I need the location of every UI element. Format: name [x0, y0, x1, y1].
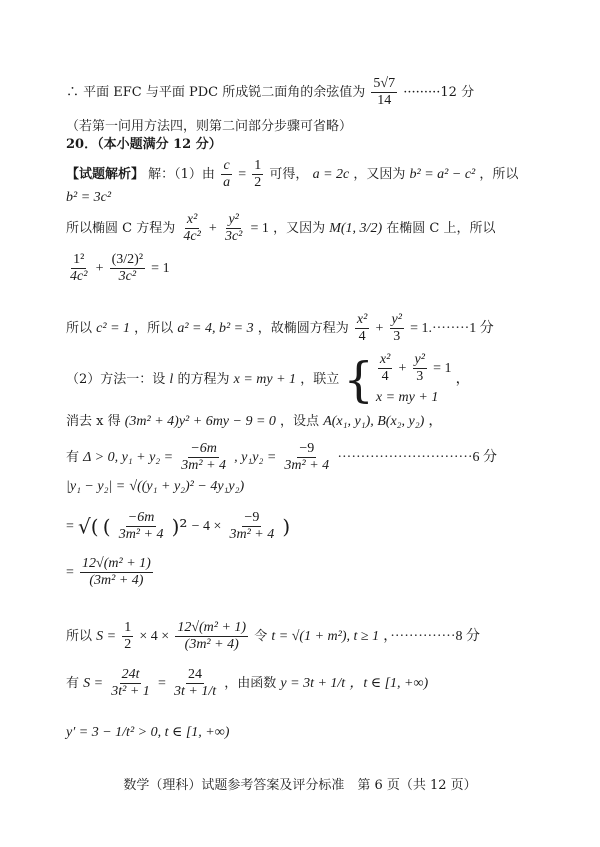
sub-func: y = 3t + 1/t	[280, 676, 346, 691]
ratio-num: c	[223, 158, 230, 173]
substitution-line: $\frac{\text{1²}}{\text{4c²}}$ + $\frac{\text{(3/2)²}}{\text{3c²}}$ = 1	[70, 252, 170, 284]
vieta-den: 3m² + 4	[181, 458, 227, 473]
part1-since: ，又因为	[353, 167, 406, 182]
method-line-eq: x = my + 1	[233, 372, 297, 387]
half-num-2: 1	[124, 620, 132, 635]
result-line: 所以 c² = 1 ，所以 a² = 4, b² = 3 ，故椭圆方程为 $\frac{\text{x²}}{4}$ + $\frac{\text{y²}}{3}$ = 1.········1 分	[66, 312, 494, 344]
vieta-line: 有 Δ > 0, y₁ + y₂ = $\frac{-6m}{\text{3m² + 4}}$ , y₁y₂ = $\frac{-9}{\text{3m² + 4}}$ ·····························6 分	[66, 441, 498, 473]
method-mid: 的方程为	[177, 372, 230, 387]
part1-line: 【试题解析】 解：（1）由 $\frac{c}{a}$ = $\frac{1}{2}$ 可得， a = 2c ，又因为 b² = a² − c² ，所以	[66, 158, 519, 190]
point-tail: 在椭圆 C 上，所以	[386, 221, 496, 236]
sub-num2: 24	[188, 667, 203, 682]
cosine-fraction	[371, 76, 397, 109]
part1-intro: 解：（1）由	[148, 167, 215, 182]
area-intro: 所以	[66, 629, 93, 644]
sub-s: S =	[83, 676, 104, 691]
elimination-line: 消去 x 得 (3m² + 4)y² + 6my − 9 = 0 ，设点 A(x₁, y₁), B(x₂, y₂) ，	[66, 414, 443, 429]
ratio-fraction	[221, 158, 232, 191]
area-score: ，··············8 分	[383, 629, 480, 644]
expr-a-2c: a = 2c	[312, 167, 350, 182]
step2-eq: =	[66, 519, 74, 534]
sub-intro: 有	[66, 676, 80, 691]
method-note: （若第一问用方法四，则第二问部分步骤可省略）	[66, 119, 353, 134]
page-footer: 数学（理科）试题参考答案及评分标准 第 6 页（共 12 页）	[123, 778, 477, 793]
part1-tail: ，所以	[479, 167, 519, 182]
result-c2: c² = 1	[96, 321, 131, 336]
expr-b2: b² = a² − c²	[409, 167, 476, 182]
step2-rest: − 4 ×	[191, 519, 222, 534]
conclusion-line	[66, 76, 474, 109]
method-tail: ，联立	[300, 372, 340, 387]
vieta-delta: Δ > 0, y₁ + y₂ =	[83, 450, 174, 465]
problem-heading: 20．（本小题满分 12 分）	[66, 137, 222, 152]
cosine-numerator: 5√7	[373, 76, 396, 91]
half-num: 1	[254, 158, 262, 173]
ellipse-intro: 所以椭圆 C 方程为	[66, 221, 176, 236]
elim-intro: 消去 x 得	[66, 414, 121, 429]
method-line: （2）方法一：设 l 的方程为 x = my + 1 ，联立 { $\frac{\text{x²}}{4}$ + $\frac{\text{y²}}{3}$ = 1 x = my + 1 ，	[66, 351, 470, 408]
result-intro: 所以	[66, 321, 93, 336]
cosine-denominator: 14	[377, 93, 392, 108]
sub-domain: ，t ∈ [1, +∞)	[349, 676, 429, 691]
method-l: l	[169, 372, 174, 387]
result-score: = 1.········1 分	[410, 321, 494, 336]
area-line: 所以 S = $\frac{1}{2}$ × 4 × $\frac{\text{12√(m² + 1)}}{\text{(3m² + 4)}}$ 令 t = √(1 + m²), t ≥ 1 ，··············8 分	[66, 620, 480, 652]
result-tail: ，故椭圆方程为	[257, 321, 349, 336]
vieta-intro: 有	[66, 450, 80, 465]
area-sub: 令	[254, 629, 268, 644]
sub-num1: 24t	[121, 667, 140, 682]
half-den: 2	[254, 175, 262, 190]
abs-lhs: |y₁ − y₂| =	[66, 479, 126, 494]
abs-line	[66, 478, 244, 496]
abs-rhs: √((y₁ + y₂)² − 4y₁y₂)	[129, 479, 245, 494]
eq-tail: = 1	[151, 261, 170, 276]
solution-label: 【试题解析】	[66, 167, 145, 182]
vieta-sum-num: −6m	[190, 441, 217, 456]
result-ab: a² = 4, b² = 3	[177, 321, 254, 336]
sub-line	[66, 667, 428, 700]
step3-num: 12√(m² + 1)	[82, 556, 151, 571]
elim-points: A(x₁, y₁), B(x₂, y₂)	[323, 414, 425, 429]
vieta-prod-num: −9	[299, 441, 315, 456]
area-times: × 4 ×	[139, 629, 170, 644]
ellipse-line: 所以椭圆 C 方程为 $\frac{\text{x²}}{\text{4c²}}$ + $\frac{\text{y²}}{\text{3c²}}$ = 1 ，又因为 M(1, 3/2) 在椭圆 C 上，所以	[66, 212, 496, 244]
sub-tail: ，由函数	[224, 676, 277, 691]
part1-mid: 可得，	[269, 167, 309, 182]
score-marker: ·········12 分	[403, 85, 475, 100]
half-den-2: 2	[124, 637, 132, 652]
sub-eq: =	[157, 676, 166, 691]
derivative-line: y′ = 3 − 1/t² > 0, t ∈ [1, +∞)	[66, 725, 230, 740]
system-eq2: x = my + 1	[375, 390, 439, 405]
ratio-den: a	[223, 175, 231, 190]
elim-tail: ，设点	[280, 414, 320, 429]
vieta-prod: , y₁y₂ =	[234, 450, 277, 465]
step2-line: = √( ( $\frac{-6m}{\text{3m² + 4}}$ )² − 4 × $\frac{-9}{\text{3m² + 4}}$ )	[66, 510, 291, 542]
elim-eq: (3m² + 4)y² + 6my − 9 = 0	[124, 414, 276, 429]
vieta-score: ·····························6 分	[337, 450, 498, 465]
equation-system: { $\frac{\text{x²}}{4}$ + $\frac{\text{y²}}{3}$ = 1 x = my + 1	[343, 351, 452, 408]
step3-den: (3m² + 4)	[89, 573, 144, 588]
point-m: M(1, 3/2)	[329, 221, 383, 236]
step3-line: = $\frac{\text{12√(m² + 1)}}{\text{(3m² + 4)}}$	[66, 556, 151, 588]
method-intro: （2）方法一：设	[66, 372, 166, 387]
sub-den1: 3t² + 1	[111, 684, 150, 699]
sub-den2: 3t + 1/t	[173, 684, 217, 699]
half-fraction	[252, 158, 263, 191]
area-t: t = √(1 + m²), t ≥ 1	[271, 629, 380, 644]
conclusion-text: ∴ 平面 EFC 与平面 PDC 所成锐二面角的余弦值为	[66, 85, 366, 100]
ellipse-tail: ，又因为	[273, 221, 326, 236]
area-s: S =	[96, 629, 117, 644]
b2-line: b² = 3c²	[66, 190, 112, 205]
result-mid: ，所以	[134, 321, 174, 336]
